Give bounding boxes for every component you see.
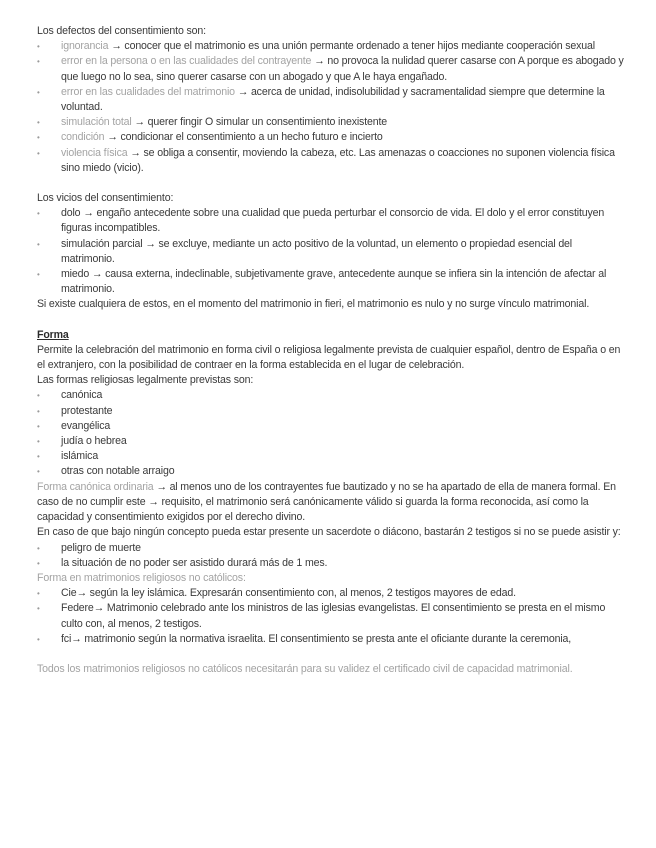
no-catolicos-list [37, 586, 627, 647]
definition: → se obliga a consentir, moviendo la cabeza, etc. Las amenazas o coacciones no suponen violencia física sino miedo (vicio). [61, 146, 615, 174]
forma-paragraph-2: Las formas religiosas legalmente previstas son: [37, 374, 254, 387]
list-item: • islámica [37, 449, 627, 464]
list-item: • canónica [37, 388, 627, 403]
term: simulación total [61, 116, 132, 129]
nota-final: Todos los matrimonios religiosos no católicos necesitarán para su validez el certificado civil de capacidad matrimonial. [37, 662, 573, 675]
no-catolicos-heading: Forma en matrimonios religiosos no católicos: [37, 571, 246, 584]
definition: → al menos uno de los contrayentes fue bautizado y no se ha apartado de ella de manera formal. En caso de no cumplir este → requisito, el matrimonio será canónicamente válido si guarda la forma reconocida, así como la capacidad y consentimiento exigidos por el derecho divino. [37, 480, 616, 524]
term: violencia física [61, 146, 128, 159]
religiones-list [37, 388, 627, 479]
list-item [37, 85, 627, 115]
forma-heading: Forma [37, 328, 69, 341]
list-item: • peligro de muerte [37, 541, 627, 556]
forma-paragraph-1: Permite la celebración del matrimonio en forma civil o religiosa legalmente prevista de cualquier español, dentro de España o en el extranjero, con la posibilidad de contraer en la forma establecida en el lugar de celebración. [37, 343, 621, 372]
vicios-list [37, 206, 627, 297]
term: Forma canónica ordinaria [37, 480, 154, 493]
vicios-conclusion: Si existe cualquiera de estos, en el momento del matrimonio in fieri, el matrimonio es nulo y no surge vínculo matrimonial. [37, 298, 590, 311]
list-item: • dolo → engaño antecedente sobre una cualidad que pueda perturbar el consorcio de vida. El dolo y el error constituyen figuras incompatibles. [37, 206, 627, 236]
definition: → condicionar el consentimiento a un hecho futuro e incierto [107, 131, 383, 144]
term: error en las cualidades del matrimonio [61, 85, 235, 98]
list-item [37, 54, 627, 84]
definition: → acerca de unidad, indisolubilidad y sacramentalidad siempre que determine la voluntad. [61, 85, 605, 114]
list-item: • judía o hebrea [37, 434, 627, 449]
spacer [37, 176, 627, 191]
term: condición [61, 131, 105, 144]
list-item: • protestante [37, 404, 627, 419]
list-item: • Cie→ según la ley islámica. Expresarán consentimiento con, al menos, 2 testigos mayores de edad. [37, 586, 627, 601]
list-item: • la situación de no poder ser asistido durará más de 1 mes. [37, 556, 627, 571]
defectos-intro: Los defectos del consentimiento son: [37, 25, 206, 37]
definition: → conocer que el matrimonio es una unión permante ordenado a tener hijos mediante cooperación sexual [111, 40, 595, 53]
term: error en la persona o en las cualidades del contrayente [61, 55, 312, 68]
definition: → no provoca la nulidad querer casarse con A porque es abogado y que luego no lo sea, sino querer casarse con un abogado y que A le haya engañado. [61, 55, 624, 83]
vicios-intro: Los vicios del consentimiento: [37, 192, 174, 205]
forma-paragraph-3: En caso de que bajo ningún concepto pueda estar presente un sacerdote o diácono, bastarán 2 testigos si no se puede asistir y: [37, 526, 621, 539]
spacer [37, 313, 627, 328]
list-item [37, 115, 627, 130]
list-item: • evangélica [37, 419, 627, 434]
list-item [37, 146, 627, 176]
casos-list [37, 541, 627, 571]
list-item [37, 130, 627, 145]
defectos-list [37, 39, 627, 176]
forma-canonica-paragraph [37, 480, 627, 526]
list-item: • simulación parcial → se excluye, mediante un acto positivo de la voluntad, un elemento o propiedad esencial del matrimonio. [37, 237, 627, 267]
list-item: • miedo → causa externa, indeclinable, subjetivamente grave, antecedente aunque se infiera sin la intención de afectar al matrimonio. [37, 267, 627, 297]
definition: → querer fingir O simular un consentimiento inexistente [134, 116, 388, 129]
term: ignorancia [61, 40, 109, 53]
list-item: • otras con notable arraigo [37, 464, 627, 479]
list-item [37, 39, 627, 54]
list-item: • Federe→ Matrimonio celebrado ante los ministros de las iglesias evangelistas. El consentimiento se presta en el mismo culto con, al menos, 2 testigos. [37, 601, 627, 631]
list-item: • fci→ matrimonio según la normativa israelita. El consentimiento se presta ante el oficiante durante la ceremonia, [37, 632, 627, 647]
document-page [37, 24, 627, 677]
spacer [37, 647, 627, 662]
